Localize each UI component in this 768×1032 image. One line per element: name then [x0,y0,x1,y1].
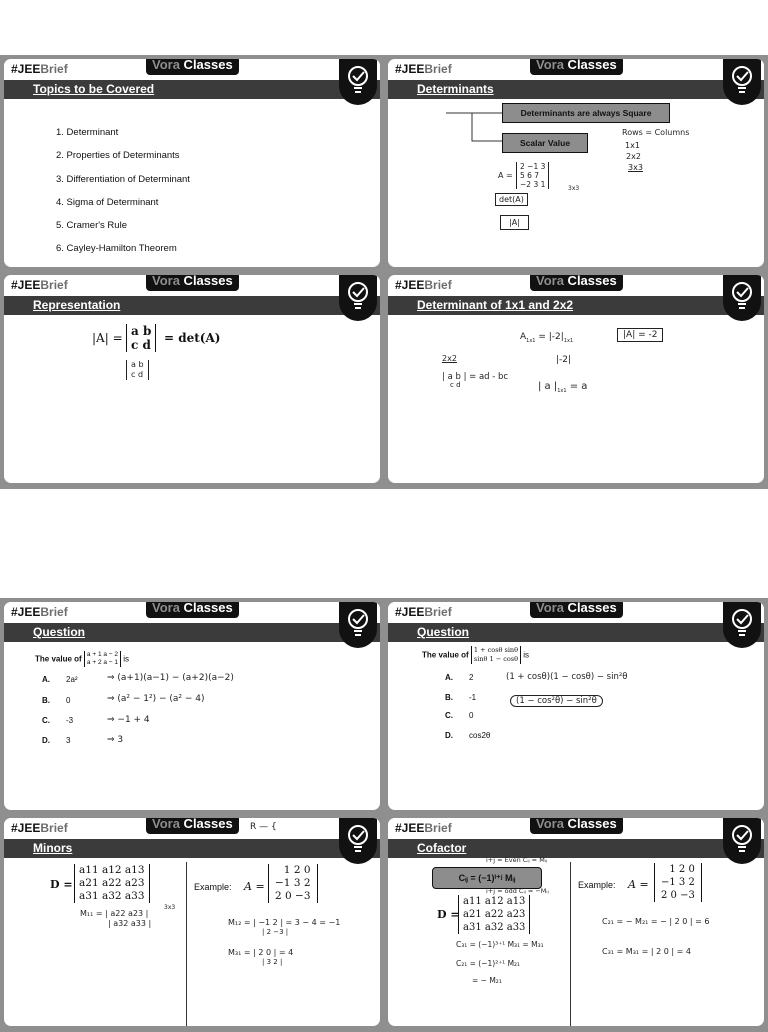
title-bar [388,80,764,99]
lightbulb-check-icon [339,818,377,864]
slide-det-1x1-2x2[interactable] [388,275,764,483]
slide-question-2[interactable] [388,602,764,810]
slide-title: Question [33,625,86,639]
hw-matrix: 2 −1 3 5 6 7 −2 3 1 [516,162,549,189]
slide-header [388,275,764,295]
vora-classes-logo: Vora Classes [530,59,623,75]
question-text: The value of a + 1 a − 2 a + 2 a − 1 is [35,651,130,666]
slide-title: Cofactor [417,841,467,855]
topics-list [56,127,190,267]
lightbulb-check-icon [339,275,377,321]
example-label: Example: [194,882,232,892]
hw-odd-note: i+j = odd Cᵢⱼ = −Mᵢⱼ [486,887,549,895]
vora-classes-logo: Vora Classes [530,818,623,834]
lightbulb-check-icon [339,59,377,105]
hw-det-a: det(A) [495,193,528,206]
option-a[interactable]: A. 2a² [42,675,78,684]
slide-title: Question [417,625,470,639]
slide-representation[interactable] [4,275,380,483]
det-lhs: |A| = [92,331,123,345]
hw-order-3: 3x3 [628,163,643,172]
vora-classes-logo: Vora Classes [146,275,239,291]
slide-header [4,602,380,622]
option-b[interactable]: B. 0 [42,696,71,705]
jeebrief-tag: #JEEBrief [395,821,452,835]
hw-abs-a: |A| [500,215,529,230]
hw-even-note: i+j = Even Cᵢⱼ = Mᵢⱼ [486,856,548,864]
jeebrief-tag: #JEEBrief [11,821,68,835]
vora-classes-logo: Vora Classes [530,275,623,291]
hw-step-4: ⇒ 3 [107,735,124,745]
hw-abs-result: |A| = -2 [617,328,663,342]
d-lhs: D = [437,908,460,921]
list-item: 2. Properties of Determinants [56,150,180,162]
lightbulb-check-icon [723,818,761,864]
slide-title: Determinant of 1x1 and 2x2 [417,298,574,312]
a-matrix: 1 2 0 −1 3 2 2 0 −3 [654,863,702,902]
hw-2x2-label: 2x2 [442,354,457,363]
hw-2x2-cd: c d [450,381,461,389]
d-matrix: a11 a12 a13 a21 a22 a23 a31 a32 a33 [458,895,530,934]
a-lhs: A = [244,880,265,893]
hw-order-2: 2x2 [626,152,641,161]
det-matrix: a b c d [126,324,156,352]
slide-title: Topics to be Covered [33,82,155,96]
list-item: 5. Cramer's Rule [56,220,127,232]
option-d[interactable]: D. 3 [42,736,71,745]
hw-step-2: (1 − cos²θ) − sin²θ [510,695,603,707]
a-matrix: 1 2 0 −1 3 2 2 0 −3 [268,864,318,903]
slide-title: Determinants [417,82,494,96]
hw-step-2: ⇒ (a² − 1²) − (a² − 4) [107,694,205,704]
jeebrief-tag: #JEEBrief [395,605,452,619]
slide-cofactor[interactable] [388,818,764,1026]
list-item: 4. Sigma of Determinant [56,196,159,208]
hw-c21-calc: C₂₁ = − M₂₁ = − | 2 0 | = 6 [602,917,710,926]
option-c[interactable]: C. 0 [445,711,474,720]
hw-m11: M₁₁ = | a22 a23 | [80,909,149,918]
option-b[interactable]: B. -1 [445,693,477,702]
vora-classes-logo: Vora Classes [146,59,239,75]
option-a[interactable]: A. 2 [445,673,474,682]
hw-a-equals: A = [498,171,513,180]
jeebrief-tag: #JEEBrief [11,605,68,619]
jeebrief-tag: #JEEBrief [11,278,68,292]
d-lhs: D = [50,878,73,891]
d-matrix: a11 a12 a13 a21 a22 a23 a31 a32 a33 [74,864,150,903]
hw-bracket-matrix: a b c d [126,360,149,380]
slide-header [388,602,764,622]
title-bar [4,296,380,315]
box-always-square: Determinants are always Square [502,103,670,123]
example-label: Example: [578,880,616,890]
hw-step-3: ⇒ −1 + 4 [107,715,150,725]
hw-order-1: 1x1 [625,141,640,150]
lightbulb-check-icon [723,602,761,648]
slide-title: Minors [33,841,73,855]
hw-2x2-formula: | a b | = ad - bc [442,372,509,382]
lightbulb-check-icon [723,59,761,105]
question-text: The value of 1 + cosθ sinθ sinθ 1 − cosθ is [422,646,530,663]
hw-size: 3x3 [568,185,580,192]
slide-header [388,818,764,838]
hw-m12: M₁₂ = | −1 2 | = 3 − 4 = −1 [228,918,341,927]
slide-determinants[interactable] [388,59,764,267]
divider [570,862,571,1026]
hw-m11-row2: | a32 a33 | [108,919,152,928]
box-scalar-value: Scalar Value [502,133,588,153]
list-item: 6. Cayley-Hamilton Theorem [56,243,177,255]
hw-c21-result: = − M₂₁ [472,976,502,985]
jeebrief-tag: #JEEBrief [395,62,452,76]
cofactor-formula: Cᵢⱼ = (−1)ⁱ⁺ʲ Mᵢⱼ [432,867,542,889]
slide-header [388,59,764,79]
title-bar [388,623,764,642]
tree-connector [446,107,504,147]
slide-header [4,818,380,838]
jeebrief-tag: #JEEBrief [11,62,68,76]
slide-header [4,59,380,79]
hw-mid: |-2| [556,355,572,365]
lightbulb-check-icon [723,275,761,321]
det-rhs: = det(A) [164,331,221,345]
vora-classes-logo: Vora Classes [146,818,239,834]
title-bar [4,839,380,858]
list-item: 3. Differentiation of Determinant [56,173,190,185]
hw-a-1x1: $A_{1x1} = |-2|_{1x1}$ [520,332,574,344]
hw-rows-columns: Rows = Columns [622,128,690,137]
divider [186,862,187,1026]
a-lhs: A = [628,878,649,891]
title-bar [388,296,764,315]
hw-m31-row2: | 3 2 | [262,958,283,966]
hw-step-1: ⇒ (a+1)(a−1) − (a+2)(a−2) [107,673,234,683]
slide-title: Representation [33,298,121,312]
hw-m31: M₃₁ = | 2 0 | = 4 [228,948,294,957]
slide-minors[interactable] [4,818,380,1026]
vora-classes-logo: Vora Classes [530,602,623,618]
vora-classes-logo: Vora Classes [146,602,239,618]
option-c[interactable]: C. -3 [42,716,74,725]
hw-step-1: (1 + cosθ)(1 − cosθ) − sin²θ [506,672,628,682]
hw-m12-row2: | 2 −3 | [262,928,289,936]
jeebrief-tag: #JEEBrief [395,278,452,292]
title-bar [4,80,380,99]
slide-question-1[interactable] [4,602,380,810]
hw-c21: C₂₁ = (−1)²⁺¹ M₂₁ [456,959,521,968]
title-bar [388,839,764,858]
lightbulb-check-icon [339,602,377,648]
hw-size: 3x3 [164,904,176,911]
title-bar [4,623,380,642]
hw-c31-calc: C₃₁ = M₃₁ = | 2 0 | = 4 [602,947,691,956]
list-item: 1. Determinant [56,127,119,138]
hw-top-note: R — { [250,822,277,832]
hw-a-1x1-result: | a $|_{1x1} = a$ [538,381,588,394]
slide-header [4,275,380,295]
option-d[interactable]: D. cos2θ [445,731,491,740]
slide-topics[interactable] [4,59,380,267]
hw-c31: C₃₁ = (−1)³⁺¹ M₃₁ = M₃₁ [456,940,544,949]
